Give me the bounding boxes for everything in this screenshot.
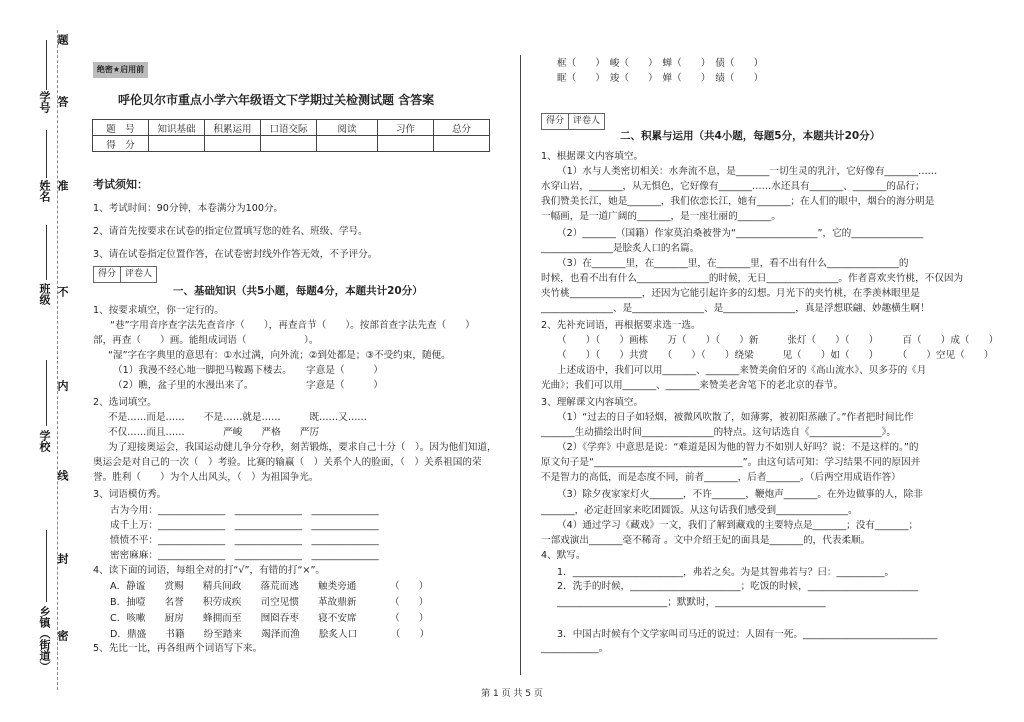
binding-label-name: 姓名: [38, 180, 51, 202]
binding-label-school: 学校: [38, 430, 51, 452]
question-line: 4、默写。: [541, 550, 586, 561]
question-line: （ ）（ ）画栋 万（ ）（ ）新 张灯（ ）（ ） 百（ ）成（ ）: [557, 335, 999, 346]
score-table-cell: 知识基础: [149, 120, 205, 136]
score-table-header-row: [93, 120, 490, 136]
question-line: （2）瞧，盆子里的水漫出来了。 字意是（ ）: [113, 380, 383, 391]
question-line: 水穿山岩，_______，从无惧色，它好像有_______……水还具有_______、_______的品行；: [541, 181, 925, 192]
question-line: 部，再查（ ）画。能组成词语（ ）。: [93, 335, 319, 346]
question-line: （4）通过学习《藏戏》一文，我们了解到藏戏的主要特点是_______；没有_______；: [557, 520, 919, 531]
question-line: 愤愤不平：______________ ______________ ______________: [110, 535, 379, 546]
question-line: （1）“过去的日子如轻烟，被微风吹散了，如薄雾，被初阳蒸融了。”作者把时间比作: [557, 412, 914, 423]
binding-label-student-no: 学号: [38, 91, 51, 113]
score-table: [92, 119, 490, 152]
question-line: 眶（ ） 竣（ ） 婵（ ） 绩（ ）: [557, 73, 764, 84]
score-table-cell: 总分: [434, 120, 490, 136]
question-line: （ ）（ ）共赏 （ ）（ ）绕梁 见（ ）如（ ） （ ）空见（ ）: [557, 350, 994, 361]
question-line: 誉。胜利（ ）为个人出风头，（ ）为祖国争光。: [93, 472, 319, 483]
binding-label-nei: 内: [56, 380, 69, 391]
question-line: _______________是脍炙人口的名篇。: [541, 243, 700, 254]
column-divider: [520, 55, 521, 675]
notice-item: 3、请在试卷指定位置作答，在试卷密封线外作答无效，不予评分。: [93, 249, 378, 260]
binding-label-class: 班级: [38, 283, 51, 305]
township-line: [46, 530, 47, 602]
question-line: 光曲》；我们可以用_______、_______来赞美老舍笔下的老北京的春节。: [541, 380, 844, 391]
question-line: 古为今用：______________ ______________ ______________: [110, 505, 379, 516]
binding-label-da: 答: [56, 96, 69, 107]
binding-dashed-line: [57, 30, 58, 690]
question-line: _______________、是_______________、是_______________，真是浮想联翩、妙趣横生啊！: [541, 303, 930, 314]
score-cell[interactable]: [149, 136, 205, 152]
question-line: 密密麻麻：______________ ______________ ______________: [110, 550, 379, 561]
grader-box-label: 评卷人: [125, 269, 153, 279]
question-line: _______________________；默默时，_______________________: [557, 597, 826, 608]
score-box-section-2: [541, 113, 605, 130]
question-line: _______，必定赶回家来吃团圆饭。从这句话我们感受到_______________。: [541, 505, 858, 516]
score-cell[interactable]: [434, 136, 490, 152]
page-title: 呼伦贝尔市重点小学六年级语文下学期过关检测试题 含答案: [118, 93, 435, 107]
question-line: 1、根据课文内容填空。: [541, 151, 644, 162]
question-line: B．抽噎 名誉 积劳成疾 司空见惯 革故鼎新 （ ）: [110, 597, 429, 608]
question-line: “巷”字用音序查字法先查音序（ ），再查音节（ ）。按部首查字法先查（ ）: [110, 320, 475, 331]
question-line: 时候，也看不出有什么_______________的时候，无日_______________。作者喜欢夹竹桃，不仅因为: [541, 273, 964, 284]
score-box-section-1: [93, 266, 157, 283]
binding-label-mi: 密: [56, 630, 69, 641]
score-cell[interactable]: [261, 136, 317, 152]
question-line: 夹竹桃_______________，还因为它能引起许多的幻想。月光下的夹竹桃，在季羡林眼里是: [541, 288, 920, 299]
binding-label-ti: 题: [56, 34, 69, 45]
notice-item: 1、考试时间：90分钟，本卷满分为100分。: [93, 203, 284, 214]
question-line: “湿”字在字典里的意思有：①水过满，向外流；②到处都是；③不受约束，随便。: [108, 350, 451, 361]
score-table-score-row: [93, 136, 490, 152]
question-line: 3．中国古时候有个文学家叫司马迁的说过：人固有一死。____________________________: [557, 629, 938, 640]
question-line: ____________。: [541, 643, 609, 654]
question-line: 1、按要求填空，你一定行的。: [93, 305, 224, 316]
binding-label-township: 乡镇（街道）: [38, 606, 51, 672]
question-line: （1）我漫不经心地一脚把马鞍踢下楼去。 字意是（ ）: [113, 365, 383, 376]
question-line: 5、先比一比，再各组两个词语写下来。: [93, 643, 263, 654]
question-line: 成千上万：______________ ______________ ______________: [110, 520, 379, 531]
question-line: 奥运会是对自己的一次（ ）考验。比赛的输赢（ ）关系个人的脸面，（ ）关系祖国的荣: [93, 457, 482, 468]
notice-heading: 考试须知：: [93, 178, 148, 191]
notice-item: 2、请首先按要求在试卷的指定位置填写您的姓名、班级、学号。: [93, 226, 368, 237]
question-line: C．咳嗽 厨房 蜂拥而至 囫囵吞枣 寝不安席 （ ）: [110, 613, 429, 624]
score-table-cell: 题 号: [93, 120, 149, 136]
question-line: （2）_______（国籍）作家莫泊桑被誉为“_________________”，它的_______________: [557, 228, 924, 239]
score-cell[interactable]: [205, 136, 261, 152]
question-line: 一幅画，是一道广阔的_______，是一座壮丽的_______。: [541, 211, 781, 222]
binding-label-zhun: 准: [56, 180, 69, 191]
school-line: [46, 360, 47, 426]
question-line: 1．_______________________，弗若之矣。为是其智弗若与？曰：__________。: [557, 567, 895, 578]
question-line: 不仅……而且…… 严峻 严格 严厉: [108, 427, 320, 438]
question-line: （3）在_______里，在_______里，在_______里，看不出有什么_______________的: [557, 258, 909, 269]
question-line: 不是……而是…… 不是……就是…… 既……又……: [108, 412, 368, 423]
question-line: （1）水与人类密切相关：水奔流不息，是_______一切生灵的乳汁，它好像有_______……: [557, 166, 938, 177]
score-table-cell: 习作: [378, 120, 434, 136]
score-table-cell: 口语交际: [261, 120, 317, 136]
question-line: 框（ ） 峻（ ） 蝉（ ） 债（ ）: [557, 58, 764, 69]
question-line: 上述成语中，我们可以用_______、_______来赞美俞伯牙的《高山流水》、贝多芬的《月: [557, 365, 927, 376]
binding-label-bu: 不: [56, 286, 69, 297]
question-line: D．鼎盛 书籍 纷至踏来 竭泽而渔 脍炙人口 （ ）: [110, 629, 430, 640]
name-line: [46, 130, 47, 178]
binding-label-feng: 封: [56, 553, 69, 564]
page-footer: 第 1 页 共 5 页: [481, 689, 543, 699]
class-line: [46, 225, 47, 280]
binding-label-xian: 线: [56, 470, 69, 481]
question-line: 原文句子是“_______________________________”。由这句话可知：学习结果不同的原因并: [541, 457, 921, 468]
grader-box-label: 评卷人: [573, 116, 601, 126]
question-line: 2、先补充词语，再根据要求选一选。: [541, 320, 701, 331]
question-line: 为了迎接奥运会，我国运动健儿争分夺秒，刻苦锻炼，要求自己十分（ ）。因为他们知道，: [108, 442, 497, 453]
question-line: _______生动描绘出时间_______________的特点。这句话选自《_______________》。: [541, 427, 896, 438]
question-line: 3、词语模仿秀。: [93, 489, 167, 500]
score-table-cell: 阅读: [317, 120, 378, 136]
score-cell[interactable]: [317, 136, 378, 152]
question-line: （3）除夕夜家家灯火_______，不许_______，鞭炮声_______。在外边做事的人，除非: [557, 489, 923, 500]
question-line: 2．洗手的时候，_______________________；吃饭的时候，_______________________: [557, 581, 919, 592]
question-line: 不是智力的高低，而是态度不同，前者_______，后者_______。（后两空用成语作答）: [541, 472, 901, 483]
question-line: 3、理解课文内容填空。: [541, 397, 644, 408]
question-line: （2）《学弈》中意思是说：“难道是因为他的智力不如别人好吗？说：不是这样的。”的: [557, 442, 919, 453]
score-table-cell: 得 分: [93, 136, 149, 152]
section-heading: 一、基础知识（共5小题，每题4分，本题共计20分）: [173, 285, 423, 297]
score-box-label: 得分: [542, 114, 569, 129]
score-table-cell: 积累运用: [205, 120, 261, 136]
student-no-line: [46, 40, 47, 90]
question-line: 4、读下面的词语，每组全对的打“√”，有错的打“×”。: [93, 565, 326, 576]
question-line: 一部戏演出_______毫不稀奇 。文中介绍王妃的面具是_______的，代表柔顺。: [541, 535, 871, 546]
score-cell[interactable]: [378, 136, 434, 152]
secret-label: 绝密★启用前: [93, 62, 148, 78]
score-box-label: 得分: [94, 267, 121, 282]
section-heading: 二、积累与运用（共4小题，每题5分，本题共计20分）: [620, 130, 881, 142]
question-line: 我们赞美长江，她是_______，我们依恋长江，她有_______；在人们的眼中，烟台的海分明是: [541, 196, 935, 207]
question-line: 2、选词填空。: [93, 397, 157, 408]
question-line: A．静谧 赏赐 精兵间政 落荒而逃 触类旁通 （ ）: [110, 581, 429, 592]
